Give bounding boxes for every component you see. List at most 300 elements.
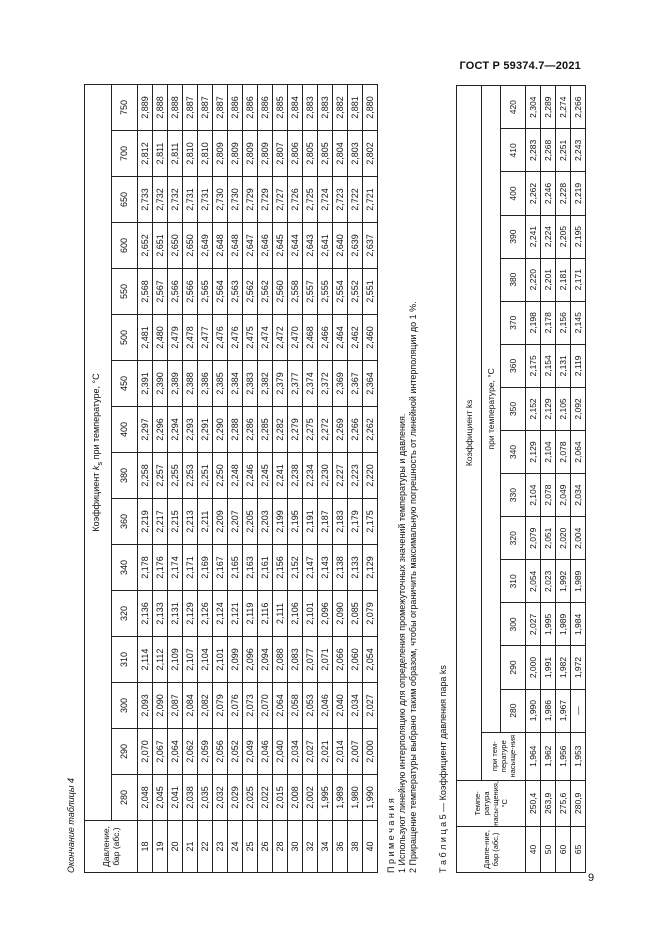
pressure-cell: 24	[228, 821, 243, 873]
pressure-cell: 32	[303, 821, 318, 873]
note-1: 1 Используют линейную интерполяцию для определения промежуточных значений температуры и давления.	[397, 413, 407, 873]
value-cell: 2,285	[258, 407, 273, 453]
table4-temp-500: 500	[111, 315, 138, 361]
value-cell: 2,886	[228, 84, 243, 130]
pressure-cell: 34	[318, 821, 333, 873]
value-cell: 2,289	[541, 86, 556, 129]
value-cell: 2,034	[288, 729, 303, 775]
value-cell: 2,131	[556, 344, 571, 387]
value-cell: 2,129	[541, 387, 556, 430]
value-cell: 2,046	[318, 683, 333, 729]
value-cell: 2,367	[348, 361, 363, 407]
value-cell: 2,107	[183, 637, 198, 683]
value-cell: 2,093	[138, 683, 153, 729]
value-cell: 2,382	[258, 361, 273, 407]
value-cell: 1,972	[571, 646, 586, 689]
value-cell: 2,886	[243, 84, 258, 130]
value-cell: 2,126	[198, 591, 213, 637]
table4-group-header: Коэффициент $k_s$ при температуре, °C	[85, 84, 112, 820]
value-cell: 2,304	[526, 86, 541, 129]
value-cell: 2,133	[348, 545, 363, 591]
table5-pressure-header: Давле-ние, бар (абс.)	[457, 826, 526, 872]
value-cell: 2,213	[183, 499, 198, 545]
value-cell: 2,882	[333, 84, 348, 130]
value-cell: 2,881	[348, 84, 363, 130]
value-cell: 2,477	[198, 315, 213, 361]
value-cell: 2,004	[571, 517, 586, 560]
value-cell: 1,989	[333, 775, 348, 821]
pressure-cell: 23	[213, 821, 228, 873]
value-cell: 2,466	[318, 315, 333, 361]
value-cell: 2,064	[571, 431, 586, 474]
pressure-cell: 36	[333, 821, 348, 873]
value-cell: 2,468	[303, 315, 318, 361]
table-row	[348, 84, 363, 872]
value-cell: 2,476	[228, 315, 243, 361]
value-cell: 2,885	[273, 84, 288, 130]
value-cell: 2,652	[138, 223, 153, 269]
value-cell: 2,066	[333, 637, 348, 683]
value-cell: 2,560	[273, 269, 288, 315]
value-cell: 2,645	[273, 223, 288, 269]
table-row	[213, 84, 228, 872]
pressure-cell: 19	[153, 821, 168, 873]
value-cell: 2,104	[526, 474, 541, 517]
value-cell: 2,726	[288, 177, 303, 223]
table-row	[258, 84, 273, 872]
value-cell: 2,246	[541, 172, 556, 215]
value-cell: 2,887	[213, 84, 228, 130]
table5-temp-390: 390	[501, 215, 526, 258]
value-cell: 2,211	[198, 499, 213, 545]
value-cell: 2,015	[273, 775, 288, 821]
value-cell: 2,007	[348, 729, 363, 775]
value-cell: 2,479	[168, 315, 183, 361]
value-cell: 2,154	[541, 344, 556, 387]
value-cell: 2,651	[153, 223, 168, 269]
value-cell: 2,888	[153, 84, 168, 130]
table4-caption: Окончание таблицы 4	[66, 778, 76, 873]
value-cell: 2,191	[303, 499, 318, 545]
pressure-cell: 22	[198, 821, 213, 873]
value-cell: 2,179	[348, 499, 363, 545]
value-cell: 2,114	[138, 637, 153, 683]
value-cell: 2,650	[183, 223, 198, 269]
table4-temp-360: 360	[111, 499, 138, 545]
table5-temp-310: 310	[501, 560, 526, 603]
value-cell: 2,641	[318, 223, 333, 269]
value-cell: 2,241	[273, 453, 288, 499]
table5-temp-370: 370	[501, 301, 526, 344]
value-cell: 2,880	[363, 84, 378, 130]
value-cell: 2,647	[243, 223, 258, 269]
value-cell: 2,076	[228, 683, 243, 729]
table4-temp-280: 280	[111, 775, 138, 821]
value-cell: 2,205	[556, 215, 571, 258]
value-cell: 2,090	[153, 683, 168, 729]
table5-group-header: Коэффициент ks	[457, 86, 482, 781]
value-cell: 2,648	[213, 223, 228, 269]
value-cell: 2,268	[541, 129, 556, 172]
table5-temp-350: 350	[501, 387, 526, 430]
value-cell: 2,084	[183, 683, 198, 729]
value-cell: 2,637	[363, 223, 378, 269]
value-cell: 2,253	[183, 453, 198, 499]
value-cell: 2,124	[213, 591, 228, 637]
value-cell: 2,887	[183, 84, 198, 130]
value-cell: 2,054	[363, 637, 378, 683]
value-cell: 2,078	[556, 431, 571, 474]
value-cell: 2,389	[168, 361, 183, 407]
pressure-cell: 65	[571, 826, 586, 872]
table5-at-saturation-header: при тем-пературе насыще-ния	[482, 732, 526, 780]
pressure-cell: 40	[363, 821, 378, 873]
value-cell: 2,262	[526, 172, 541, 215]
value-cell: 2,060	[348, 637, 363, 683]
value-cell: 2,022	[258, 775, 273, 821]
value-cell: 2,079	[526, 517, 541, 560]
value-cell: 2,644	[288, 223, 303, 269]
table-row	[333, 84, 348, 872]
value-cell: 1,982	[556, 646, 571, 689]
value-cell: 2,721	[363, 177, 378, 223]
table-row	[363, 84, 378, 872]
value-cell: 2,391	[138, 361, 153, 407]
value-cell: 2,552	[348, 269, 363, 315]
value-cell: 2,101	[213, 637, 228, 683]
value-cell: 2,390	[153, 361, 168, 407]
value-cell: 2,014	[333, 729, 348, 775]
value-cell: 2,058	[288, 683, 303, 729]
value-cell: 2,129	[183, 591, 198, 637]
value-cell: 2,648	[228, 223, 243, 269]
table5-temp-360: 360	[501, 344, 526, 387]
value-cell: 2,181	[556, 258, 571, 301]
value-cell: 2,152	[526, 387, 541, 430]
value-cell: 2,803	[348, 131, 363, 177]
pressure-cell: 30	[288, 821, 303, 873]
value-cell: 2,388	[183, 361, 198, 407]
value-cell: 2,020	[556, 517, 571, 560]
value-cell: 2,722	[348, 177, 363, 223]
saturation-temp-cell: 275,6	[556, 780, 571, 826]
value-cell: 1,967	[556, 689, 571, 732]
value-cell: 2,027	[363, 683, 378, 729]
value-cell: 2,481	[138, 315, 153, 361]
value-cell: 2,052	[228, 729, 243, 775]
value-cell: 2,053	[303, 683, 318, 729]
value-cell: 2,195	[571, 215, 586, 258]
value-cell: 2,369	[333, 361, 348, 407]
table5-temp-340: 340	[501, 431, 526, 474]
table-row	[183, 84, 198, 872]
value-cell: 2,733	[138, 177, 153, 223]
value-cell: 2,176	[153, 545, 168, 591]
table5-temp-420: 420	[501, 86, 526, 129]
table-row	[228, 84, 243, 872]
value-cell: 2,262	[363, 407, 378, 453]
table5-temp-280: 280	[501, 689, 526, 732]
value-cell: 2,147	[303, 545, 318, 591]
value-cell: 2,070	[258, 683, 273, 729]
value-cell: 2,266	[348, 407, 363, 453]
value-cell: 2,474	[258, 315, 273, 361]
value-cell: 2,274	[556, 86, 571, 129]
table4-temperature-row	[111, 84, 138, 872]
value-cell: 2,272	[318, 407, 333, 453]
value-cell: 2,198	[526, 301, 541, 344]
value-cell: 2,269	[333, 407, 348, 453]
value-cell: 2,145	[571, 301, 586, 344]
value-cell: 2,250	[213, 453, 228, 499]
value-cell: 2,178	[541, 301, 556, 344]
value-cell: 1,990	[363, 775, 378, 821]
value-cell: 2,054	[526, 560, 541, 603]
value-cell: 2,045	[153, 775, 168, 821]
value-cell: 2,029	[228, 775, 243, 821]
value-cell: 2,809	[213, 131, 228, 177]
value-cell: 2,169	[198, 545, 213, 591]
value-cell: 2,062	[183, 729, 198, 775]
table5-temp-290: 290	[501, 646, 526, 689]
table4-temp-450: 450	[111, 361, 138, 407]
table4-temp-290: 290	[111, 729, 138, 775]
value-cell: 2,245	[258, 453, 273, 499]
value-cell: 2,568	[138, 269, 153, 315]
value-cell: 2,255	[168, 453, 183, 499]
value-cell: 2,220	[526, 258, 541, 301]
saturation-value-cell: 1,956	[556, 732, 571, 780]
pressure-cell: 25	[243, 821, 258, 873]
value-cell: 2,059	[198, 729, 213, 775]
value-cell: 2,071	[318, 637, 333, 683]
value-cell: 2,732	[168, 177, 183, 223]
value-cell: 2,156	[273, 545, 288, 591]
value-cell: 2,094	[258, 637, 273, 683]
table5-temp-410: 410	[501, 129, 526, 172]
value-cell: 2,812	[138, 131, 153, 177]
value-cell: 2,646	[258, 223, 273, 269]
value-cell: 2,725	[303, 177, 318, 223]
value-cell: 2,096	[318, 591, 333, 637]
value-cell: 2,729	[258, 177, 273, 223]
value-cell: 2,163	[243, 545, 258, 591]
value-cell: 2,161	[258, 545, 273, 591]
value-cell: 1,989	[571, 560, 586, 603]
saturation-temp-cell: 263,9	[541, 780, 556, 826]
value-cell: 2,377	[288, 361, 303, 407]
value-cell: 2,002	[303, 775, 318, 821]
value-cell: 2,220	[363, 453, 378, 499]
value-cell: 2,379	[273, 361, 288, 407]
value-cell: 2,275	[303, 407, 318, 453]
value-cell: 1,980	[348, 775, 363, 821]
value-cell: 2,372	[318, 361, 333, 407]
value-cell: 2,480	[153, 315, 168, 361]
value-cell: 2,040	[273, 729, 288, 775]
value-cell: 2,116	[258, 591, 273, 637]
value-cell: 2,203	[258, 499, 273, 545]
value-cell: 2,079	[213, 683, 228, 729]
value-cell: 2,112	[153, 637, 168, 683]
value-cell: 2,888	[168, 84, 183, 130]
value-cell: 2,385	[213, 361, 228, 407]
value-cell: 2,296	[153, 407, 168, 453]
value-cell: 2,286	[243, 407, 258, 453]
value-cell: 2,048	[138, 775, 153, 821]
value-cell: 2,230	[318, 453, 333, 499]
value-cell: 2,564	[213, 269, 228, 315]
value-cell: 2,290	[213, 407, 228, 453]
value-cell: 2,199	[273, 499, 288, 545]
table5-temp-380: 380	[501, 258, 526, 301]
value-cell: 2,384	[228, 361, 243, 407]
value-cell: 2,183	[333, 499, 348, 545]
value-cell: 2,883	[318, 84, 333, 130]
value-cell: 2,049	[556, 474, 571, 517]
value-cell: 2,565	[198, 269, 213, 315]
value-cell: 2,557	[303, 269, 318, 315]
table4-temp-650: 650	[111, 177, 138, 223]
table-row	[153, 84, 168, 872]
table5-caption: Т а б л и ц а 5 — Коэффициент давления пара ks	[438, 665, 448, 873]
value-cell: 2,246	[243, 453, 258, 499]
value-cell: 2,886	[258, 84, 273, 130]
saturation-value-cell: 1,953	[571, 732, 586, 780]
value-cell: 2,243	[571, 129, 586, 172]
table-row	[288, 84, 303, 872]
value-cell: 2,251	[556, 129, 571, 172]
table4-row-header: Давление, бар (абс.)	[85, 821, 138, 873]
value-cell: 2,228	[556, 172, 571, 215]
value-cell: 2,079	[363, 591, 378, 637]
value-cell: 2,021	[318, 729, 333, 775]
value-cell: 1,992	[556, 560, 571, 603]
value-cell: 2,810	[183, 131, 198, 177]
value-cell: 2,731	[183, 177, 198, 223]
value-cell: 2,187	[318, 499, 333, 545]
value-cell: 2,806	[288, 131, 303, 177]
value-cell: 2,000	[363, 729, 378, 775]
value-cell: 2,478	[183, 315, 198, 361]
value-cell: 2,248	[228, 453, 243, 499]
table5-sub-header: при температуре, °С	[482, 86, 501, 733]
value-cell: 2,205	[243, 499, 258, 545]
value-cell: 2,810	[198, 131, 213, 177]
value-cell: 2,470	[288, 315, 303, 361]
value-cell: 2,643	[303, 223, 318, 269]
value-cell: 2,805	[318, 131, 333, 177]
page-number: 9	[588, 872, 595, 884]
value-cell: 2,562	[243, 269, 258, 315]
value-cell: 2,073	[243, 683, 258, 729]
table5-block	[430, 85, 583, 873]
value-cell: 2,279	[288, 407, 303, 453]
table-row	[138, 84, 153, 872]
value-cell: 2,152	[288, 545, 303, 591]
table4-temp-700: 700	[111, 131, 138, 177]
value-cell: 2,293	[183, 407, 198, 453]
value-cell: 2,724	[318, 177, 333, 223]
value-cell: 2,283	[526, 129, 541, 172]
value-cell: 2,294	[168, 407, 183, 453]
value-cell: 2,566	[168, 269, 183, 315]
value-cell: 2,041	[168, 775, 183, 821]
saturation-temp-cell: 250,4	[526, 780, 541, 826]
pressure-cell: 38	[348, 821, 363, 873]
value-cell: 2,143	[318, 545, 333, 591]
table4-temp-400: 400	[111, 407, 138, 453]
value-cell: 2,056	[213, 729, 228, 775]
value-cell: 2,165	[228, 545, 243, 591]
value-cell: 2,567	[153, 269, 168, 315]
value-cell: 2,083	[288, 637, 303, 683]
value-cell: 2,462	[348, 315, 363, 361]
table4-notes	[386, 85, 419, 873]
table4-temp-340: 340	[111, 545, 138, 591]
value-cell: 2,038	[183, 775, 198, 821]
value-cell: 2,562	[258, 269, 273, 315]
value-cell: 2,282	[273, 407, 288, 453]
value-cell: 1,991	[541, 646, 556, 689]
table-row	[526, 86, 541, 873]
value-cell: 2,035	[198, 775, 213, 821]
value-cell: 2,034	[348, 683, 363, 729]
value-cell: 2,805	[303, 131, 318, 177]
value-cell: 2,174	[168, 545, 183, 591]
table4-temp-750: 750	[111, 84, 138, 130]
pressure-cell: 50	[541, 826, 556, 872]
value-cell: 2,032	[213, 775, 228, 821]
value-cell: 2,291	[198, 407, 213, 453]
value-cell: 2,223	[348, 453, 363, 499]
value-cell: 2,219	[571, 172, 586, 215]
value-cell: 2,215	[168, 499, 183, 545]
value-cell: 2,109	[168, 637, 183, 683]
value-cell: 2,266	[571, 86, 586, 129]
pressure-cell: 60	[556, 826, 571, 872]
value-cell: 2,133	[153, 591, 168, 637]
saturation-temp-cell: 280,9	[571, 780, 586, 826]
value-cell: 2,807	[273, 131, 288, 177]
value-cell: 2,175	[526, 344, 541, 387]
value-cell: 2,092	[571, 387, 586, 430]
value-cell: 2,129	[363, 545, 378, 591]
value-cell: 2,111	[273, 591, 288, 637]
value-cell: 1,989	[556, 603, 571, 646]
value-cell: 2,082	[198, 683, 213, 729]
value-cell: 2,051	[541, 517, 556, 560]
value-cell: 2,650	[168, 223, 183, 269]
value-cell: 2,178	[138, 545, 153, 591]
value-cell: 2,558	[288, 269, 303, 315]
value-cell: 2,386	[198, 361, 213, 407]
value-cell: 2,563	[228, 269, 243, 315]
value-cell: 2,464	[333, 315, 348, 361]
document-header: ГОСТ Р 59374.7—2021	[459, 60, 581, 72]
value-cell: 2,727	[273, 177, 288, 223]
pressure-cell: 40	[526, 826, 541, 872]
pressure-cell: 20	[168, 821, 183, 873]
value-cell: 2,472	[273, 315, 288, 361]
table4	[84, 84, 378, 873]
value-cell: 2,640	[333, 223, 348, 269]
value-cell: 2,049	[243, 729, 258, 775]
value-cell: 2,257	[153, 453, 168, 499]
value-cell: 2,811	[153, 131, 168, 177]
table5-temp-320: 320	[501, 517, 526, 560]
value-cell: 2,096	[243, 637, 258, 683]
